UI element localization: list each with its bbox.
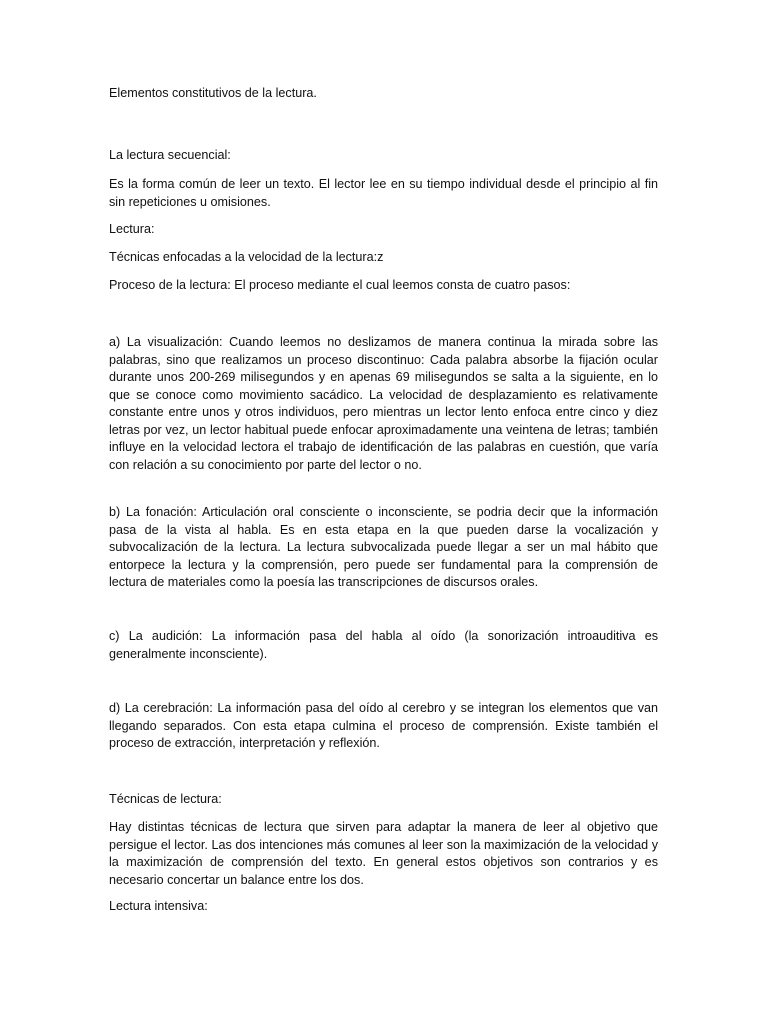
sequential-reading-paragraph: Es la forma común de leer un texto. El lector lee en su tiempo individual desde el principio al fin sin repeticiones u omisiones. [109,177,658,209]
sequential-reading-heading: La lectura secuencial: [109,148,231,162]
document-title: Elementos constitutivos de la lectura. [109,86,317,100]
step-b-phonation-paragraph: b) La fonación: Articulación oral consciente o inconsciente, se podria decir que la información pasa de la vista al habla. Es en esta etapa en la que pueden darse la vocalización y subvocalización de la lectura. La lectura subvocalizada puede llegar a ser un mal hábito que entorpece la lectura y la comprensión, pero puede ser fundamental para la comprensión de lectura de materiales como la poesía las transcripciones de discursos orales. [109,505,658,589]
reading-process-intro: Proceso de la lectura: El proceso mediante el cual leemos consta de cuatro pasos: [109,278,571,292]
step-d-cerebration-paragraph: d) La cerebración: La información pasa del oído al cerebro y se integran los elementos que van llegando separados. Con esta etapa culmina el proceso de comprensión. Existe también el proceso de extracción, interpretación y reflexión. [109,701,658,750]
lectura-label: Lectura: [109,222,155,236]
reading-techniques-heading: Técnicas de lectura: [109,792,222,806]
speed-techniques-heading: Técnicas enfocadas a la velocidad de la lectura:z [109,250,384,264]
document-page [109,0,658,1024]
step-c-audition-paragraph: c) La audición: La información pasa del habla al oído (la sonorización introauditiva es generalmente inconsciente). [109,629,658,661]
reading-techniques-paragraph: Hay distintas técnicas de lectura que sirven para adaptar la manera de leer al objetivo que persigue el lector. Las dos intenciones más comunes al leer son la maximización de la velocidad y la maximización de comprensión del texto. En general estos objetivos son contrarios y es necesario concertar un balance entre los dos. [109,820,658,887]
step-a-visualization-paragraph: a) La visualización: Cuando leemos no deslizamos de manera continua la mirada sobre las palabras, sino que realizamos un proceso discontinuo: Cada palabra absorbe la fijación ocular durante unos 200-269 milisegundos y en apenas 69 milisegundos se salta a la siguiente, en lo que se conoce como movimiento sacádico. La velocidad de desplazamiento es relativamente constante entre unos y otros individuos, pero mientras un lector lento enfoca entre cinco y diez letras por vez, un lector habitual puede enfocar aproximadamente una veintena de letras; también influye en la velocidad lectora el trabajo de identificación de las palabras en cuestión, que varía con relación a su conocimiento por parte del lector o no. [109,335,658,472]
intensive-reading-heading: Lectura intensiva: [109,899,208,913]
